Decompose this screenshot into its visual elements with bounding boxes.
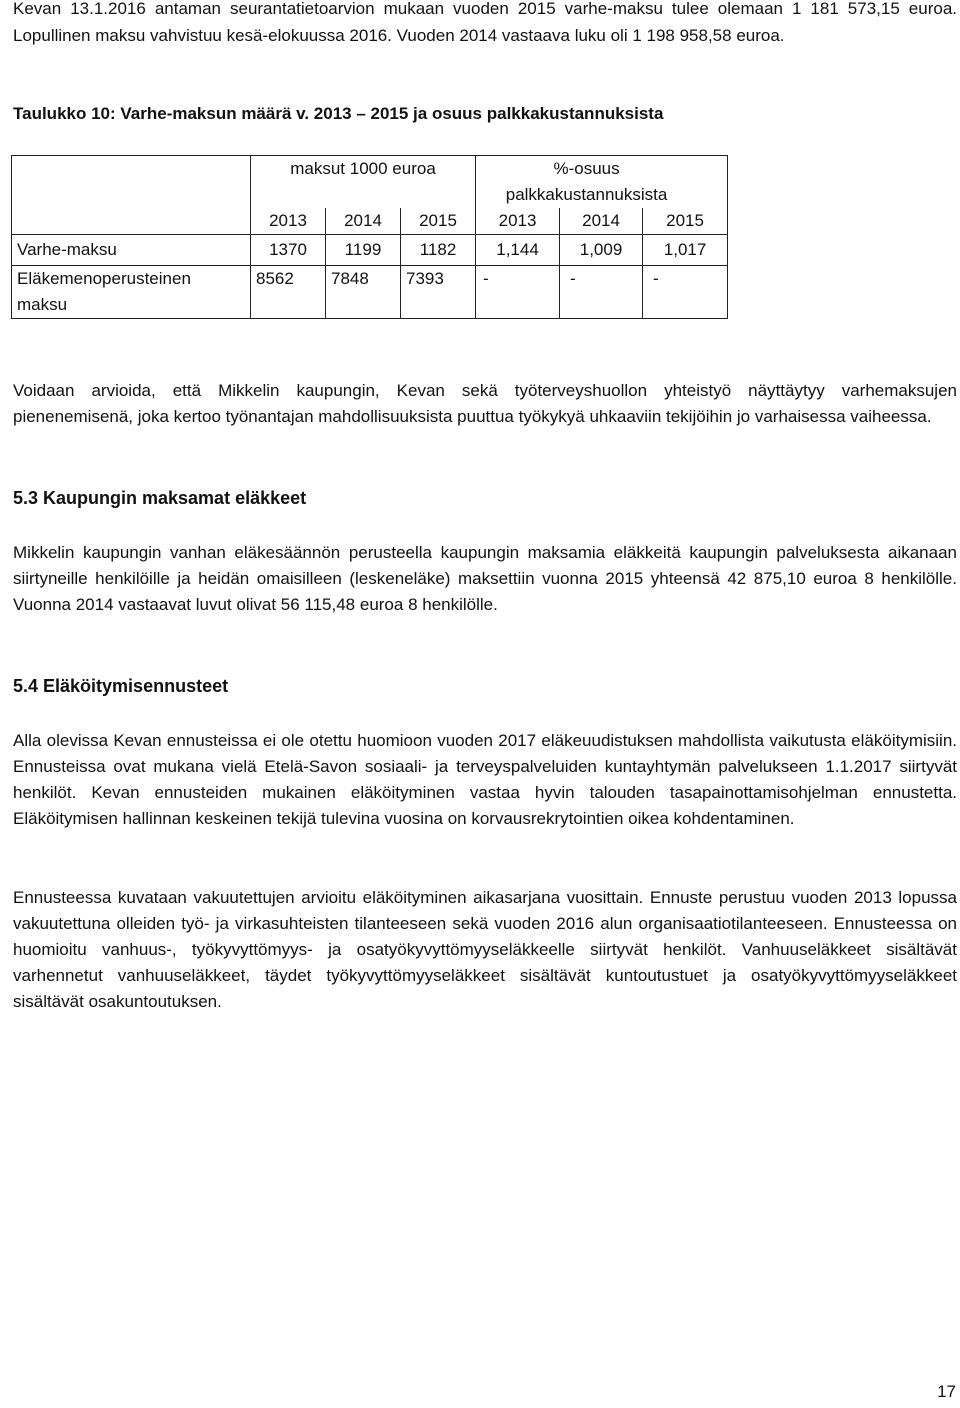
table-cell: - (560, 266, 643, 319)
table-year-header: 2015 (643, 208, 728, 235)
table-corner-cell (12, 208, 251, 235)
table-row-label: Varhe-maksu (12, 235, 251, 266)
table-row (12, 235, 728, 266)
table-year-header: 2013 (476, 208, 560, 235)
varhe-table (11, 155, 728, 319)
intro-paragraph: Kevan 13.1.2016 antaman seurantatietoarvion mukaan vuoden 2015 varhe-maksu tulee olemaan 1 181 573,15 euroa. Lopullinen maksu vahvistuu kesä-elokuussa 2016. Vuoden 2014 vastaava luku oli 1 198 958,58 euroa. (13, 0, 957, 45)
section-heading-5-3: 5.3 Kaupungin maksamat eläkkeet (13, 488, 307, 508)
section-5-3-body: Mikkelin kaupungin vanhan eläkesäännön perusteella kaupungin maksamia eläkkeitä kaupungin palveluksesta aikanaan siirtyneille henkilöille ja heidän omaisilleen (leskeneläke) maksettiin vuonna 2015 yhteensä 42 875,10 euroa 8 henkilölle. Vuonna 2014 vastaavat luvut olivat 56 115,48 euroa 8 henkilölle. (13, 543, 957, 614)
table-header-row (12, 156, 728, 209)
table-year-header: 2014 (326, 208, 401, 235)
section-heading-5-4: 5.4 Eläköitymisennusteet (13, 676, 229, 696)
table-cell: - (476, 266, 560, 319)
table-group-header: %-osuus palkkakustannuksista (476, 156, 728, 209)
table-cell: 7393 (401, 266, 476, 319)
table-cell: 1,144 (476, 235, 560, 266)
assessment-paragraph: Voidaan arvioida, että Mikkelin kaupungin, Kevan sekä työterveyshuollon yhteistyö näyttäytyy varhemaksujen pienenemisenä, joka kertoo työnantajan mahdollisuuksista puuttua työkykyä uhkaaviin tekijöihin jo varhaisessa vaiheessa. (13, 381, 957, 426)
table-cell: - (643, 266, 728, 319)
table-row-label: Eläkemenoperusteinen maksu (12, 266, 251, 319)
table-cell: 1199 (326, 235, 401, 266)
table-years-row (12, 208, 728, 235)
section-5-4-paragraph-2: Ennusteessa kuvataan vakuutettujen arvioitu eläköityminen aikasarjana vuosittain. Ennuste perustuu vuoden 2013 lopussa vakuutettuna olleiden työ- ja virkasuhteisten tilanteeseen sekä vuoden 2016 alun organisaatiotilanteeseen. Ennusteessa on huomioitu vanhuus-, työkyvyttömyys- ja osatyökyvyttömyyseläkkeelle siirtyvät henkilöt. Vanhuuseläkkeet sisältävät varhennetut vanhuuseläkkeet, täydet työkyvyttömyyseläkkeet sisältävät kuntoutustuet ja osatyökyvyttömyyseläkkeet sisältävät osakuntoutuksen. (13, 888, 957, 1011)
table-cell: 1370 (251, 235, 326, 266)
table-caption: Taulukko 10: Varhe-maksun määrä v. 2013 – 2015 ja osuus palkkakustannuksista (13, 104, 664, 123)
table-cell: 1182 (401, 235, 476, 266)
section-5-4-paragraph-1: Alla olevissa Kevan ennusteissa ei ole otettu huomioon vuoden 2017 eläkeuudistuksen mahdollista vaikutusta eläköitymisiin. Ennusteissa ovat mukana vielä Etelä-Savon sosiaali- ja terveyspalveluiden kuntayhtymän palvelukseen 1.1.2017 siirtyvät henkilöt. Kevan ennusteiden mukainen eläköityminen vastaa hyvin talouden tasapainottamisohjelman ennustetta. Eläköitymisen hallinnan keskeinen tekijä tulevina vuosina on korvausrekrytointien oikea kohdentaminen. (13, 731, 957, 828)
table-group-header: maksut 1000 euroa (251, 156, 476, 209)
table-corner-cell (12, 156, 251, 209)
page-number: 17 (937, 1382, 956, 1401)
table-cell: 1,009 (560, 235, 643, 266)
table-year-header: 2013 (251, 208, 326, 235)
table-cell: 1,017 (643, 235, 728, 266)
table-cell: 7848 (326, 266, 401, 319)
table-cell: 8562 (251, 266, 326, 319)
table-year-header: 2015 (401, 208, 476, 235)
table-row (12, 266, 728, 319)
table-year-header: 2014 (560, 208, 643, 235)
